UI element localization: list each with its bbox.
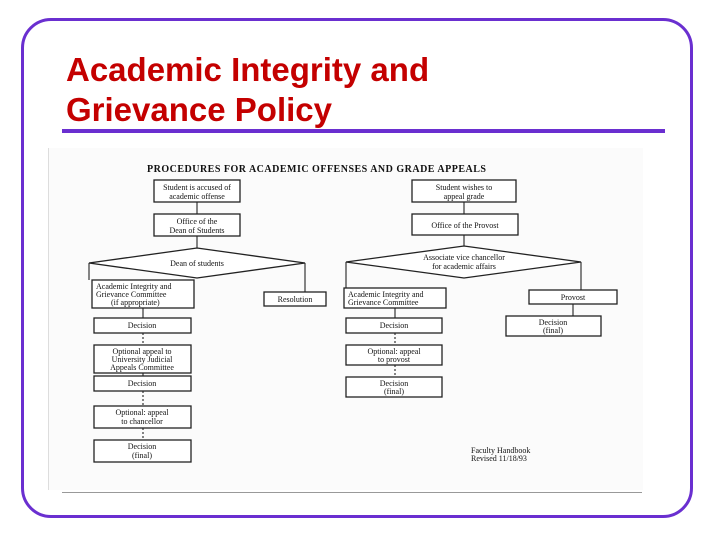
node-office-dean-line2: Dean of Students [169,226,225,235]
footer-line2: Revised 11/18/93 [471,454,527,463]
node-decision-right-1-label: Decision [379,321,409,330]
node-committee-right-line1: Academic Integrity and [348,290,424,299]
flowchart-heading: PROCEDURES FOR ACADEMIC OFFENSES AND GRADE APPEALS [147,164,487,175]
node-office-provost-label: Office of the Provost [431,221,499,230]
node-final-left-line2: (final) [132,451,152,460]
node-dean-diamond-label: Dean of students [170,259,224,268]
node-appeal-provost-line1: Optional: appeal [367,347,421,356]
flowchart-svg [49,148,643,490]
title-line-1: Academic Integrity and [66,51,430,88]
node-appeal-chancellor-line1: Optional: appeal [115,408,169,417]
node-provost-label: Provost [560,293,586,302]
node-appeal-judicial-line1: Optional appeal to [112,347,172,356]
slide-title [66,50,626,130]
node-appeal-chancellor-line2: to chancellor [121,417,163,426]
node-committee-left-line1: Academic Integrity and [96,282,172,291]
node-student-appeal-line2: appeal grade [443,192,485,201]
title-underline [62,129,665,133]
node-vice-chancellor-line1: Associate vice chancellor [423,253,505,262]
node-student-accused-line2: academic offense [169,192,225,201]
node-student-appeal-line1: Student wishes to [435,183,493,192]
node-provost-final-line1: Decision [538,318,568,327]
node-committee-left-line3: (if appropriate) [111,298,160,307]
node-final-left-line1: Decision [127,442,157,451]
node-student-accused-line1: Student is accused of [163,183,231,192]
image-bottom-line [62,492,642,493]
node-final-right-line1: Decision [379,379,409,388]
node-committee-right-line2: Grievance Committee [348,298,419,307]
node-provost-final-line2: (final) [543,326,563,335]
title-line-2: Grievance Policy [66,91,332,128]
node-office-dean-line1: Office of the [176,217,218,226]
flowchart-image [48,148,643,490]
footer-line1: Faculty Handbook [471,446,531,455]
node-decision-left-2-label: Decision [127,379,157,388]
node-final-right-line2: (final) [384,387,404,396]
node-appeal-judicial-line3: Appeals Committee [110,363,174,372]
node-committee-left-line2: Grievance Committee [96,290,167,299]
node-appeal-provost-line2: to provost [377,355,411,364]
node-decision-left-1-label: Decision [127,321,157,330]
node-resolution-label: Resolution [277,295,313,304]
node-appeal-judicial-line2: University Judicial [111,355,173,364]
node-vice-chancellor-line2: for academic affairs [432,262,496,271]
